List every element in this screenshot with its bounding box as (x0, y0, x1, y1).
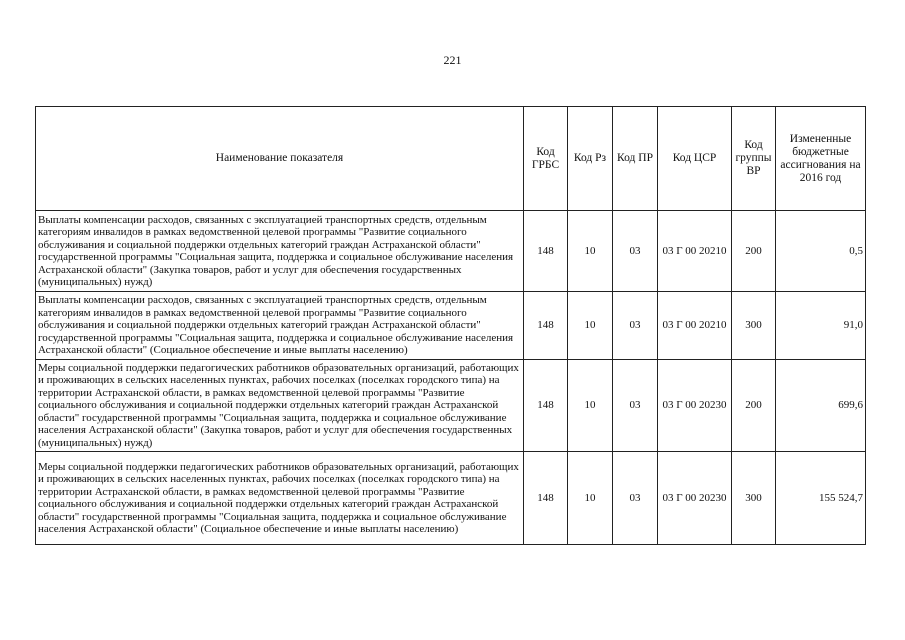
row-csr: 03 Г 00 20210 (658, 211, 732, 292)
row-amount: 699,6 (776, 360, 866, 452)
row-csr: 03 Г 00 20230 (658, 360, 732, 452)
row-rz: 10 (568, 452, 613, 545)
header-name: Наименование показателя (36, 107, 524, 211)
row-grbs: 148 (524, 360, 568, 452)
table-row (36, 360, 866, 452)
table-row (36, 452, 866, 545)
row-csr: 03 Г 00 20210 (658, 292, 732, 360)
table-row (36, 211, 866, 292)
row-pr: 03 (613, 211, 658, 292)
row-name: Меры социальной поддержки педагогических работников образовательных организаций, работающих и проживающих в сельских населенных пунктах, рабочих поселках (поселках городского типа) на территории Астраханской области, в рамках ведомственной целевой программы "Развитие социального обслуживания и социальной поддержки отдельных категорий граждан Астраханской области" государственной программы "Социальная защита, поддержка и социальное обслуживание населения Астраханской области" (Социальное обеспечение и иные выплаты населению) (36, 452, 524, 545)
row-rz: 10 (568, 292, 613, 360)
page-number: 221 (443, 53, 462, 67)
row-name: Выплаты компенсации расходов, связанных с эксплуатацией транспортных средств, отдельным категориям инвалидов в рамках ведомственной целевой программы "Развитие социального обслуживания и социальной поддержки отдельных категорий граждан Астраханской области" государственной программы "Социальная защита, поддержка и социальное обслуживание населения Астраханской области" (Закупка товаров, работ и услуг для обеспечения государственных (муниципальных) нужд) (36, 211, 524, 292)
row-amount: 155 524,7 (776, 452, 866, 545)
row-name: Выплаты компенсации расходов, связанных с эксплуатацией транспортных средств, отдельным категориям инвалидов в рамках ведомственной целевой программы "Развитие социального обслуживания и социальной поддержки отдельных категорий граждан Астраханской области" государственной программы "Социальная защита, поддержка и социальное обслуживание населения Астраханской области" (Социальное обеспечение и иные выплаты населению) (36, 292, 524, 360)
row-amount: 91,0 (776, 292, 866, 360)
header-grbs: Код ГРБС (524, 107, 568, 211)
row-grbs: 148 (524, 292, 568, 360)
table-row (36, 292, 866, 360)
row-vr: 300 (732, 292, 776, 360)
row-vr: 300 (732, 452, 776, 545)
row-csr: 03 Г 00 20230 (658, 452, 732, 545)
row-grbs: 148 (524, 211, 568, 292)
header-row (36, 107, 866, 211)
row-grbs: 148 (524, 452, 568, 545)
row-vr: 200 (732, 360, 776, 452)
row-name: Меры социальной поддержки педагогических работников образовательных организаций, работающих и проживающих в сельских населенных пунктах, рабочих поселках (поселках городского типа) на территории Астраханской области, в рамках ведомственной целевой программы "Развитие социального обслуживания и социальной поддержки отдельных категорий граждан Астраханской области" государственной программы "Социальная защита, поддержка и социальное обслуживание населения Астраханской области" (Закупка товаров, работ и услуг для обеспечения государственных (муниципальных) нужд) (36, 360, 524, 452)
header-rz: Код Рз (568, 107, 613, 211)
row-pr: 03 (613, 292, 658, 360)
row-amount: 0,5 (776, 211, 866, 292)
header-csr: Код ЦСР (658, 107, 732, 211)
row-rz: 10 (568, 211, 613, 292)
header-pr: Код ПР (613, 107, 658, 211)
header-vr: Код группы ВР (732, 107, 776, 211)
row-pr: 03 (613, 360, 658, 452)
row-pr: 03 (613, 452, 658, 545)
row-rz: 10 (568, 360, 613, 452)
budget-table (35, 106, 866, 545)
row-vr: 200 (732, 211, 776, 292)
header-amount: Измененные бюджетные ассигнования на 2016 год (776, 107, 866, 211)
